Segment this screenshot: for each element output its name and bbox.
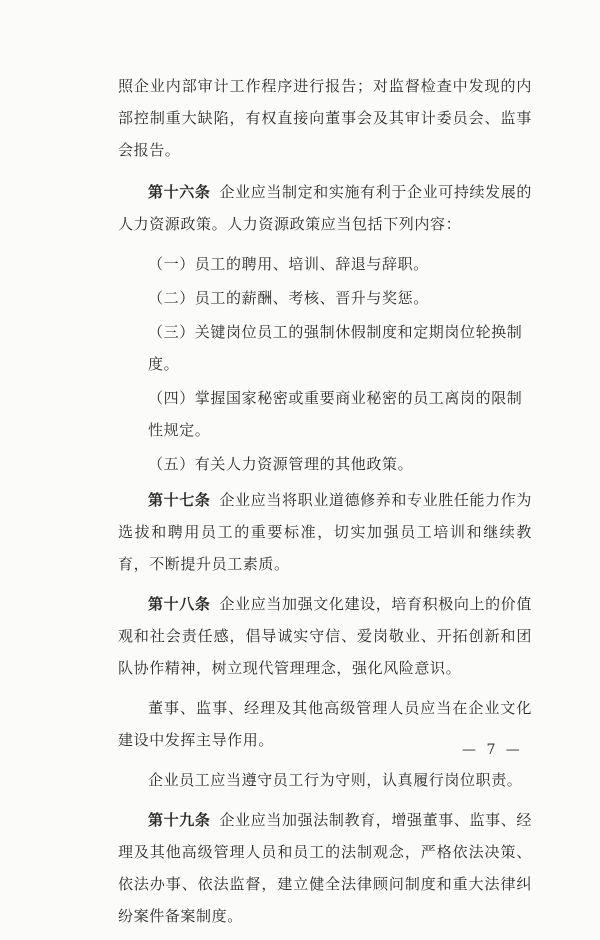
article-16-text: 企业应当制定和实施有利于企业可持续发展的人力资源政策。人力资源政策应当包括下列内容： [118, 183, 532, 233]
list-item: （五）有关人力资源管理的其他政策。 [148, 455, 414, 473]
article-16-list [118, 248, 532, 480]
continuation-paragraph: 照企业内部审计工作程序进行报告；对监督检查中发现的内部控制重大缺陷，有权直接向董事会及其审计委员会、监事会报告。 [118, 77, 532, 159]
list-item: （三）关键岗位员工的强制休假制度和定期岗位轮换制度。 [148, 323, 523, 373]
article-18-paragraph-2: 董事、监事、经理及其他高级管理人员应当在企业文化建设中发挥主导作用。 [118, 699, 532, 749]
page-number: — 7 — [462, 742, 523, 758]
article-16 [118, 176, 532, 240]
article-17 [118, 484, 532, 580]
article-18 [118, 588, 532, 684]
article-17-number: 第十七条 [148, 491, 211, 509]
article-18-number: 第十八条 [148, 595, 211, 613]
article-18-text: 企业应当加强文化建设，培育积极向上的价值观和社会责任感，倡导诚实守信、爱岗敬业、开拓创新和团队协作精神，树立现代管理理念，强化风险意识。 [118, 595, 532, 677]
article-19-number: 第十九条 [148, 811, 211, 829]
article-19-text: 企业应当加强法制教育，增强董事、监事、经理及其他高级管理人员和员工的法制观念，严格依法决策、依法办事、依法监督，建立健全法律顾问制度和重大法律纠纷案件备案制度。 [118, 811, 532, 925]
article-19 [118, 804, 532, 932]
document-body [118, 70, 532, 940]
list-item: （四）掌握国家秘密或重要商业秘密的员工离岗的限制性规定。 [148, 389, 523, 439]
article-16-number: 第十六条 [148, 183, 211, 201]
article-17-text: 企业应当将职业道德修养和专业胜任能力作为选拔和聘用员工的重要标准，切实加强员工培训和继续教育，不断提升员工素质。 [118, 491, 532, 573]
article-18-paragraph-3: 企业员工应当遵守员工行为守则，认真履行岗位职责。 [148, 771, 523, 789]
list-item: （一）员工的聘用、培训、辞退与辞职。 [148, 255, 429, 273]
list-item: （二）员工的薪酬、考核、晋升与奖惩。 [148, 289, 429, 307]
